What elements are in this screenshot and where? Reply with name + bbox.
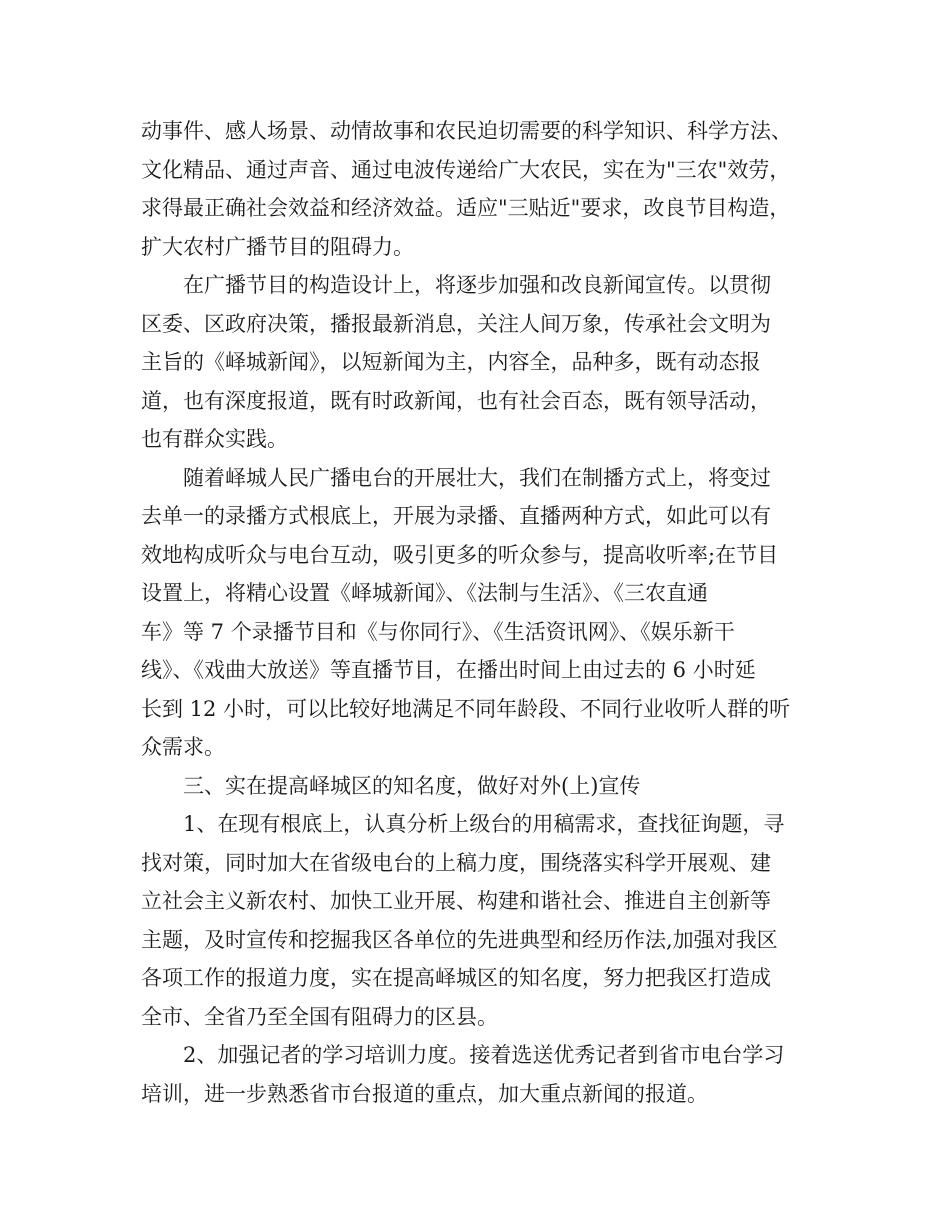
text-line: 长到 12 小时，可以比较好地满足不同年龄段、不同行业收听人群的听	[141, 696, 791, 721]
paragraph-item-1	[141, 805, 831, 1036]
text-line: 2、加强记者的学习培训力度。接着选送优秀记者到省市电台学习	[183, 1043, 785, 1067]
text-line: 主题，及时宣传和挖掘我区各单位的先进典型和经历作法,加强对我区	[141, 927, 778, 952]
text-line: 区委、区政府决策，播报最新消息，关注人间万象，传承社会文明为	[141, 311, 771, 336]
paragraph-broadcast-mode	[141, 459, 831, 767]
paragraph-program-structure	[141, 266, 831, 459]
text-line: 主旨的《峄城新闻》，以短新闻为主，内容全，品种多，既有动态报	[141, 350, 761, 374]
text-line: 找对策，同时加大在省级电台的上稿力度，围绕落实科学开展观、建	[141, 850, 771, 875]
document-body	[141, 112, 831, 1113]
text-line: 立社会主义新农村、加快工业开展、构建和谐社会、推进自主创新等	[141, 889, 771, 913]
text-line: 全市、全省乃至全国有阻碍力的区县。	[141, 1004, 498, 1029]
text-line: 1、在现有根底上，认真分析上级台的用稿需求，查找征询题，寻	[183, 812, 785, 836]
text-line: 车》等 7 个录播节目和《与你同行》、《生活资讯网》、《娱乐新干	[141, 619, 735, 644]
text-line: 在广播节目的构造设计上，将逐步加强和改良新闻宣传。以贯彻	[183, 273, 771, 297]
text-line: 去单一的录播方式根底上，开展为录播、直播两种方式，如此可以有	[141, 504, 771, 528]
section-heading	[141, 767, 831, 806]
text-line: 求得最正确社会效益和经济效益。适应"三贴近"要求，改良节目构造，	[141, 196, 791, 220]
text-line: 各项工作的报道力度，实在提高峄城区的知名度，努力把我区打造成	[141, 966, 771, 990]
text-line: 众需求。	[141, 735, 225, 759]
text-line: 随着峄城人民广播电台的开展壮大，我们在制播方式上，将变过	[183, 465, 771, 490]
text-line: 设置上，将精心设置《峄城新闻》、《法制与生活》、《三农直通	[141, 581, 708, 605]
text-line: 也有群众实践。	[141, 427, 288, 451]
text-line: 扩大农村广播节目的阻碍力。	[141, 234, 414, 259]
paragraph-item-2	[141, 1036, 831, 1113]
text-line: 动事件、感人场景、动情故事和农民迫切需要的科学知识、科学方法、	[141, 119, 792, 143]
text-line: 线》、《戏曲大放送》等直播节目，在播出时间上由过去的 6 小时延	[141, 658, 756, 682]
text-line: 道，也有深度报道，既有时政新闻，也有社会百态，既有领导活动，	[141, 388, 771, 413]
text-line: 文化精品、通过声音、通过电波传递给广大农民，实在为"三农"效劳，	[141, 157, 791, 182]
text-line: 效地构成听众与电台互动，吸引更多的听众参与，提高收听率;在节目	[141, 542, 779, 567]
text-line: 培训，进一步熟悉省市台报道的重点，加大重点新闻的报道。	[141, 1081, 708, 1106]
paragraph-intro-continuation	[141, 112, 831, 266]
section-heading-text: 三、实在提高峄城区的知名度，做好对外(上)宣传	[183, 773, 641, 798]
